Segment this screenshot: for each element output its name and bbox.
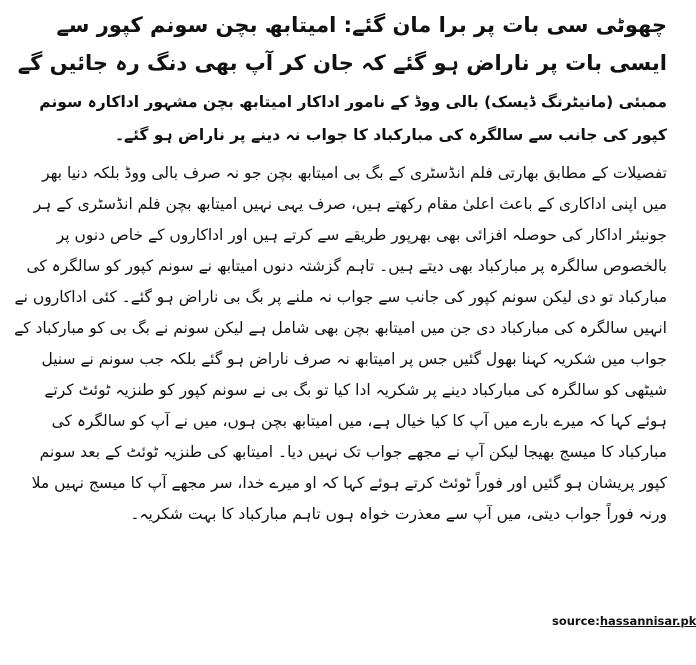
source-label: source: (552, 614, 600, 628)
source-link[interactable]: hassannisar.pk (599, 614, 696, 628)
article-headline: چھوٹی سی بات پر برا مان گئے: امیتابھ بچن سونم کپور سے ایسی بات پر ناراض ہو گئے کہ جان کر آپ بھی دنگ رہ جائیں گے (17, 13, 667, 75)
article-lead: ممبئی (مانیٹرنگ ڈیسک) بالی ووڈ کے نامور اداکار امیتابھ بچن مشہور اداکارہ سونم کپور کی جانب سے سالگرہ کی مبارکباد کا جواب نہ دینے پر ناراض ہو گئے۔ (39, 93, 667, 144)
article-body: تفصیلات کے مطابق بھارتی فلم انڈسٹری کے بگ بی امیتابھ بچن جو نہ صرف بالی ووڈ بلکہ دنیا بھر میں اپنی اداکاری کے باعث اعلیٰ مقام رکھتے ہیں، صرف یہی نہیں امیتابھ بچن فلم انڈسٹری کے ہر جونیئر اداکار کی حوصلہ افزائی بھی بھرپور طریقے سے کرتے ہیں اور اداکاروں کے خاص دنوں پر بالخصوص سالگرہ پر مبارکباد بھی دیتے ہیں۔ تاہم گزشتہ دنوں امیتابھ نے سونم کپور کو سالگرہ کی مبارکباد تو دی لیکن سونم کپور کی جانب سے جواب نہ ملنے پر بگ بی ناراض ہو گئے۔ کئی اداکاروں نے انہیں سالگرہ کی مبارکباد دی جن میں امیتابھ بچن بھی شامل ہے لیکن سونم نے بگ بی کو مبارکباد کے جواب میں شکریہ کہنا بھول گئیں جس پر امیتابھ نہ صرف ناراض ہو گئے بلکہ جب سونم نے سنیل شیٹھی کو سالگرہ کی مبارکباد دینے پر شکریہ ادا کیا تو بگ بی نے سونم کپور کو طنزیہ ٹوئٹ کرتے ہوئے کہا کہ میرے بارے میں آپ کا کیا خیال ہے، میں امیتابھ بچن ہوں، میں نے آپ کو سالگرہ کی مبارکباد کا میسج بھیجا لیکن آپ نے مجھے جواب تک نہیں دیا۔ امیتابھ کی طنزیہ ٹوئٹ کے بعد سونم کپور پریشان ہو گئیں اور فوراً ٹوئٹ کرتے ہوئے کہا کہ او میرے خدا، سر مجھے آپ کا میسج نہیں ملا ورنہ فوراً جواب دیتی، میں آپ سے معذرت خواہ ہوں تاہم مبارکباد کا بہت شکریہ۔ (14, 164, 667, 523)
source-credit (552, 614, 696, 628)
